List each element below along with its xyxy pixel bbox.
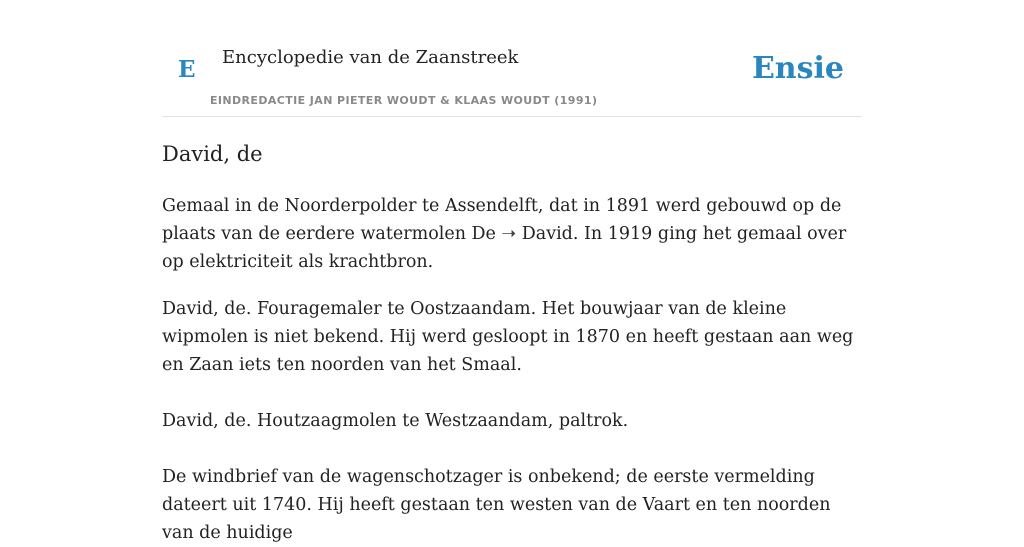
editors-subtitle: EINDREDACTIE JAN PIETER WOUDT & KLAAS WOUDT (1991) (210, 94, 598, 107)
entry-content (162, 136, 862, 547)
entry-paragraph: De windbrief van de wagenschotzager is onbekend; de eerste vermelding dateert uit 1740. Hij heeft gestaan ten westen van de Vaart en ten noorden van de huidige (162, 467, 831, 543)
cross-reference-arrow-icon: ➝ (501, 224, 517, 244)
entry-title: David, de (162, 142, 263, 166)
paragraph-text: . In 1919 ging het gemaal over op elektriciteit als krachtbron. (162, 224, 847, 272)
paragraph-text: Gemaal in de Noorderpolder te Assendelft, dat in 1891 werd gebouwd op de plaats van de eerdere watermolen De (162, 196, 842, 244)
entry-paragraph (162, 192, 862, 276)
ensie-home-link[interactable]: Ensie (751, 51, 844, 86)
entry-paragraph: David, de. Houtzaagmolen te Westzaandam, paltrok. (162, 411, 629, 431)
entry-paragraph: David, de. Fouragemaler te Oostzaandam. Het bouwjaar van de kleine wipmolen is niet bekend. Hij werd gesloopt in 1870 en heeft gestaan aan weg en Zaan iets ten noorden van het Smaal. (162, 299, 854, 375)
encyclopedia-logo-icon[interactable]: E (178, 56, 196, 83)
encyclopedia-title[interactable]: Encyclopedie van de Zaanstreek (222, 47, 519, 68)
site-header (162, 0, 862, 117)
cross-reference-link-david[interactable]: David (521, 224, 573, 244)
